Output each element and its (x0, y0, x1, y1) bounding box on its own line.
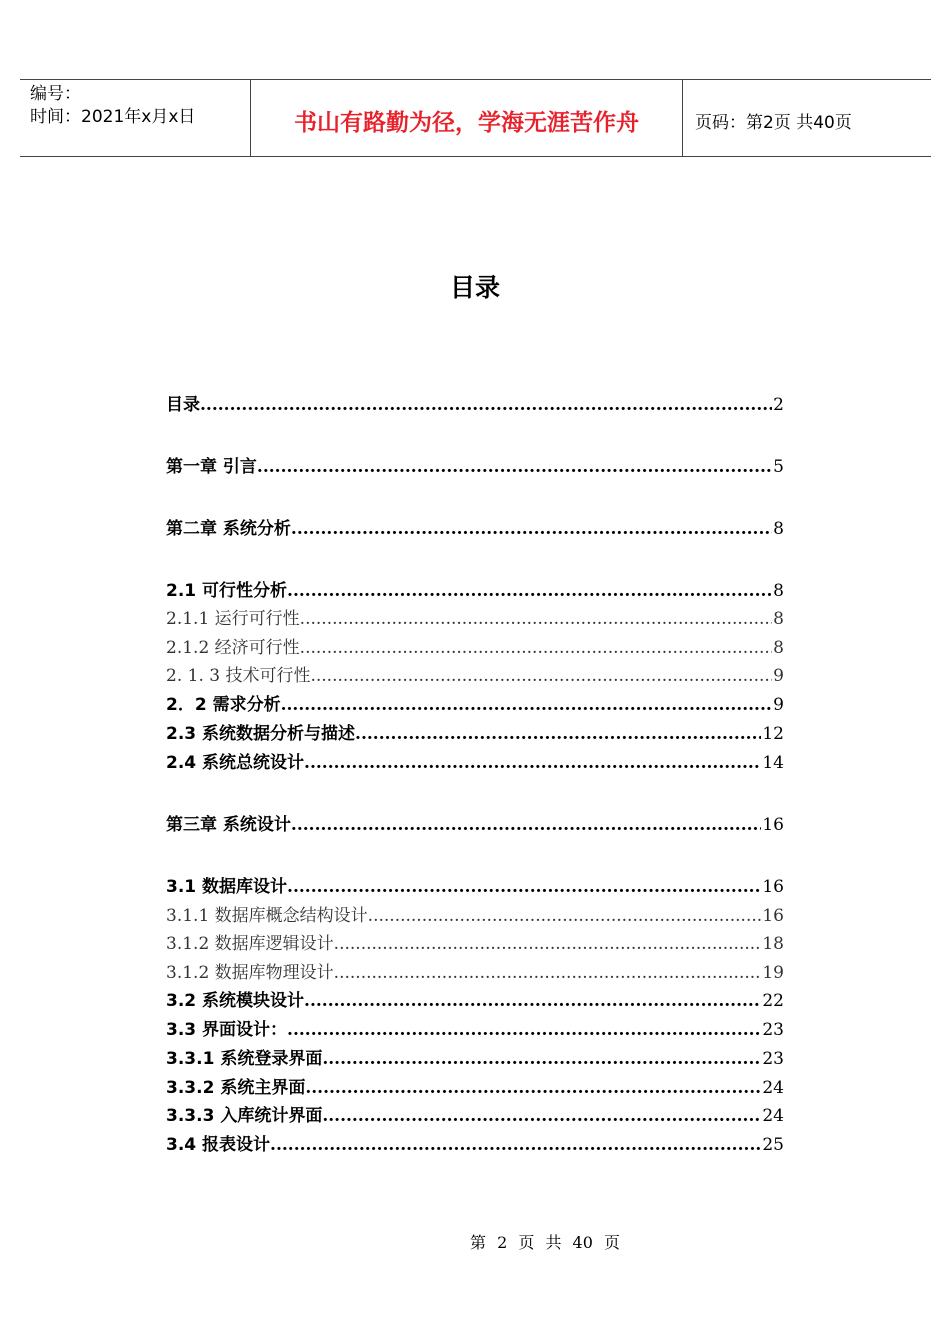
toc-leader (287, 580, 772, 602)
toc-leader (355, 723, 761, 745)
toc-entry-text: 3.3 界面设计： (166, 1020, 288, 1040)
header-page-info: 页码：第2页 共40页 (695, 112, 852, 133)
toc-entry[interactable] (166, 1105, 784, 1127)
toc-entry[interactable] (166, 962, 784, 984)
toc-entry-page: 5 (773, 457, 784, 477)
toc-entry-text: 3.3.2 系统主界面 (166, 1078, 306, 1098)
toc-leader (257, 456, 772, 478)
toc-entry-page: 24 (762, 1106, 784, 1126)
page-header (20, 79, 931, 157)
toc-entry-text: 第二章 系统分析 (166, 519, 291, 539)
toc-entry-page: 18 (762, 934, 784, 954)
toc-entry-text: 3.1.2 数据库物理设计 (166, 963, 334, 983)
toc-leader (368, 905, 762, 927)
toc-entry[interactable] (166, 1077, 784, 1099)
toc-entry-text: 2.1.2 经济可行性 (166, 638, 300, 658)
toc-entry-page: 25 (762, 1135, 784, 1155)
toc-entry-page: 8 (773, 519, 784, 539)
toc-entry[interactable] (166, 665, 784, 687)
page-footer: 第 2 页 共 40 页 (470, 1233, 620, 1252)
toc-leader (304, 990, 761, 1012)
toc-leader (291, 814, 761, 836)
toc-entry[interactable] (166, 580, 784, 602)
toc-entry[interactable] (166, 723, 784, 745)
toc-entry[interactable] (166, 905, 784, 927)
toc-entry-page: 9 (773, 695, 784, 715)
toc-entry-text: 3.1.2 数据库逻辑设计 (166, 934, 334, 954)
toc-entry[interactable] (166, 990, 784, 1012)
toc-entry-text: 目录 (166, 395, 200, 415)
toc-entry-page: 9 (773, 666, 784, 686)
toc-leader (281, 694, 773, 716)
toc-entry-text: 2.1.1 运行可行性 (166, 609, 300, 629)
toc-entry-page: 16 (762, 906, 784, 926)
toc-entry-page: 23 (762, 1049, 784, 1069)
toc-entry[interactable] (166, 933, 784, 955)
header-meta (20, 80, 251, 156)
toc-entry-page: 8 (773, 609, 784, 629)
toc-leader (287, 1019, 761, 1041)
toc-entry-text: 3.2 系统模块设计 (166, 991, 305, 1011)
time-label: 时间：2021年x月x日 (30, 107, 196, 127)
toc-entry-text: 第一章 引言 (166, 457, 257, 477)
toc-entry-text: 2.4 系统总统设计 (166, 753, 305, 773)
toc-leader (287, 876, 761, 898)
toc-entry-page: 8 (773, 638, 784, 658)
toc-entry-page: 14 (762, 753, 784, 773)
toc-leader (200, 394, 772, 416)
toc-entry[interactable] (166, 814, 784, 836)
toc-entry-page: 2 (773, 395, 784, 415)
toc-leader (300, 637, 773, 659)
toc-leader (334, 962, 762, 984)
toc-entry[interactable] (166, 456, 784, 478)
toc-entry-text: 3.3.1 系统登录界面 (166, 1049, 323, 1069)
toc-entry[interactable] (166, 637, 784, 659)
toc-entry[interactable] (166, 694, 784, 716)
toc-leader (322, 1048, 761, 1070)
document-title: 目录 (449, 273, 500, 302)
toc-entry[interactable] (166, 1019, 784, 1041)
toc-entry-page: 22 (762, 991, 784, 1011)
toc-entry-text: 3.3.3 入库统计界面 (166, 1106, 323, 1126)
toc-entry[interactable] (166, 876, 784, 898)
toc-entry-text: 2.1 可行性分析 (166, 581, 288, 601)
toc-entry-page: 12 (762, 724, 784, 744)
toc-entry-text: 3.1 数据库设计 (166, 877, 288, 897)
header-motto: 书山有路勤为径，学海无涯苦作舟 (251, 80, 683, 156)
toc-entry-text: 3.4 报表设计 (166, 1135, 271, 1155)
toc-entry[interactable] (166, 752, 784, 774)
toc-entry-page: 8 (773, 581, 784, 601)
toc-entry[interactable] (166, 394, 784, 416)
toc-entry-page: 19 (762, 963, 784, 983)
toc-leader (322, 1105, 761, 1127)
toc-leader (300, 608, 773, 630)
toc-entry-page: 23 (762, 1020, 784, 1040)
toc-entry-text: 第三章 系统设计 (166, 815, 291, 835)
toc-entry-page: 16 (762, 815, 784, 835)
toc-entry-text: 2．2 需求分析 (166, 695, 281, 715)
toc-leader (291, 518, 772, 540)
toc-leader (334, 933, 762, 955)
toc-entry-text: 2.3 系统数据分析与描述 (166, 724, 356, 744)
toc-leader (310, 665, 772, 687)
code-label: 编号： (30, 84, 81, 104)
toc-leader (304, 752, 761, 774)
toc-entry-page: 16 (762, 877, 784, 897)
toc-leader (305, 1077, 761, 1099)
toc-entry-text: 2. 1. 3 技术可行性 (166, 666, 311, 686)
toc-entry[interactable] (166, 518, 784, 540)
toc-entry[interactable] (166, 1048, 784, 1070)
toc-leader (270, 1134, 761, 1156)
toc-entry[interactable] (166, 608, 784, 630)
toc-entry-text: 3.1.1 数据库概念结构设计 (166, 906, 368, 926)
toc-entry[interactable] (166, 1134, 784, 1156)
toc-entry-page: 24 (762, 1078, 784, 1098)
